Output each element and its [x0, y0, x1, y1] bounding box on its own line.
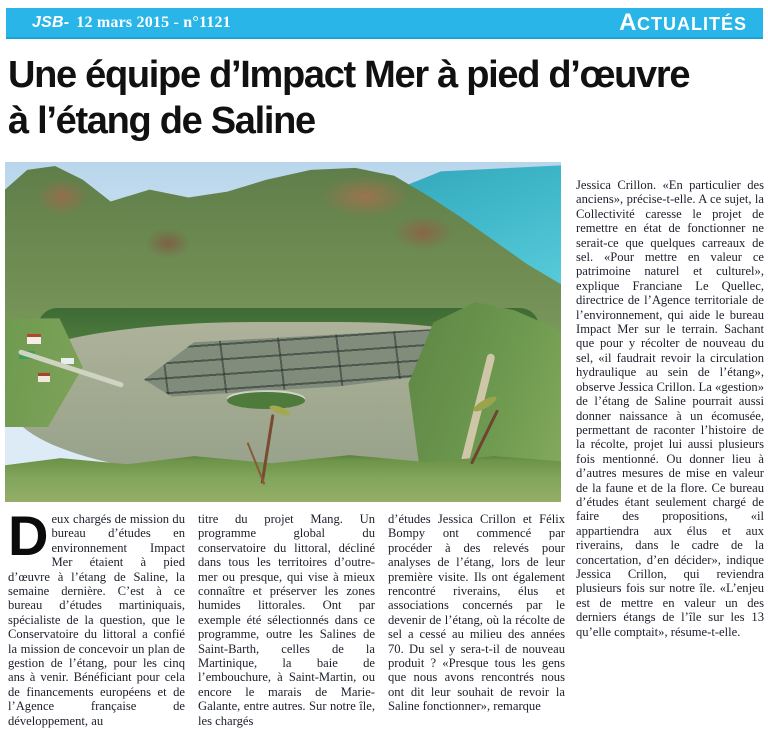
photo-rocky-outcrop	[27, 172, 97, 222]
column-2-paragraph: titre du projet Mang. Un programme global du conservatoire du littoral, décliné dans tous les territoires d’outre-mer ou presque, qui vise à mieux connaître et préserver les zones humides littorales. Ont par exemple été sélectionnés dans ce programme, outre les Salines de Saint-Barth, celles de la Martinique, la baie de l’embouchure, à Saint-Martin, ou encore le marais de Marie-Galante, entre autres. Sur notre île, les chargés	[198, 512, 375, 728]
photo-islet	[227, 392, 305, 409]
headline-line-2: à l’étang de Saline	[8, 100, 315, 142]
headline-line-1: Une équipe d’Impact Mer à pied d’œuvre	[8, 54, 690, 96]
article-column-4	[576, 178, 764, 732]
column-3-paragraph: d’études Jessica Crillon et Félix Bompy ont commencé par procéder à des relevés pour analyses de l’étang, lors de leur première visite. Ils ont également rencontré riverains, élus et associations concernés par le devenir de l’étang, où la récolte de sel a cessé au milieu des années 70. Du sel y sera-t-il de nouveau produit ? «Presque tous les gens que nous avons rencontrés nous ont dit leur souhait de revoir la Saline fonctionner», remarque	[388, 512, 565, 714]
photo-house-small	[38, 373, 50, 382]
article-photo	[5, 162, 561, 502]
section-title-rest: CTUALITÉS	[637, 13, 747, 34]
photo-house-red-roof	[27, 334, 41, 344]
issue-line	[32, 14, 231, 32]
photo-rocky-ridge	[383, 210, 463, 255]
article-bottom-columns	[8, 512, 565, 738]
column-4-paragraph: Jessica Crillon. «En particulier des anciens», précise-t-elle. A ce sujet, la Collectivité caresse le projet de remettre en état de fonctionner ne serait-ce que quelques carreaux de sel. «Pour mettre en valeur ce patrimoine naturel et culturel», explique Franciane Le Quellec, directrice de l’Agence territoriale de l’environnement, qui aide le bureau Impact Mer sur le terrain. Sachant que pour y récolter de nouveau du sel, «il faudrait revoir la circulation hydraulique au sein de l’étang», observe Jessica Crillon. La «gestion» de l’étang de Saline pourrait aussi donner naissance à un écomusée, permettant de raconter l’histoire de la récolte, projet lui aussi plusieurs fois mentionné. Ou donner lieu à d’autres mesures de mise en valeur de la faune et de la flore. Ce bureau d’études étant seulement chargé de faire des propositions, «il appartiendra aux élus et aux riverains, dans le cadre de la concertation, d’en décider», indique Jessica Crillon, qui reviendra plusieurs fois sur notre île. «L’enjeu est de mettre en valeur un des derniers étangs de l’île sur les 13 qu’elle comptait», résume-t-elle.	[576, 178, 764, 639]
masthead-bar	[6, 8, 763, 39]
article-column-3	[388, 512, 565, 738]
column-1-paragraph	[8, 512, 185, 728]
issue-date: 12 mars 2015 - n°1121	[76, 13, 231, 31]
article-headline	[8, 52, 689, 144]
section-title	[619, 8, 747, 36]
article-column-1	[8, 512, 185, 738]
drop-cap: D	[8, 512, 47, 567]
column-1-text: eux chargés de mission du bureau d’études en environnement Impact Mer étaient à pied d’œuvre à l’étang de Saline, la semaine dernière. C’est à ce bureau d’études martiniquais, spécialiste de la question, que le Conservatoire du littoral a confié la mission de concevoir un plan de gestion de l’étang, pour les cinq ans à venir. Bénéficiant pour cela de financements européens et de l’Agence française de développement, au	[8, 512, 185, 728]
article-column-2	[198, 512, 375, 738]
section-title-initial: A	[619, 8, 637, 36]
journal-logo: JSB-	[32, 13, 70, 31]
